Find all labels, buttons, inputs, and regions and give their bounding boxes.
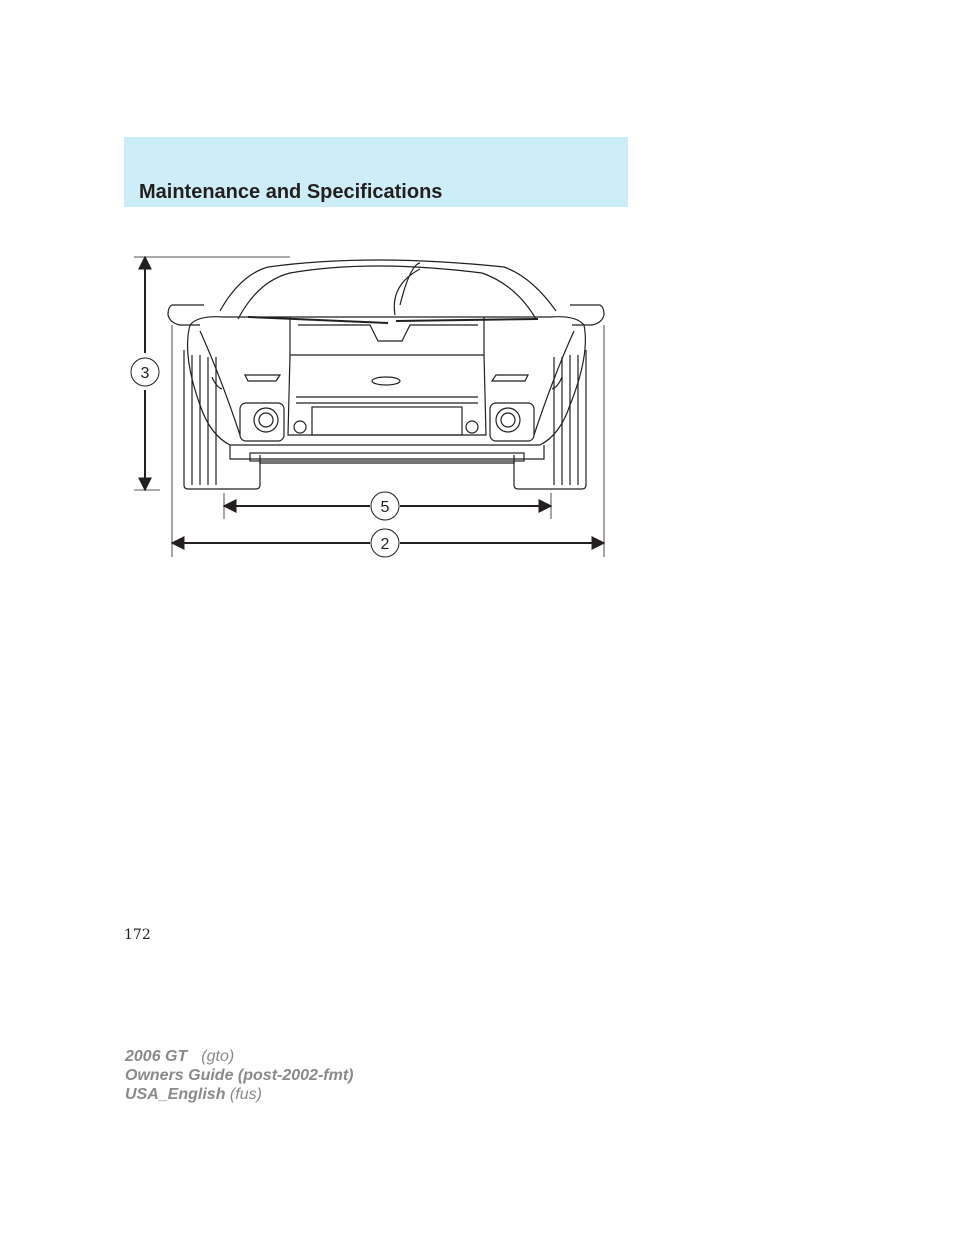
callout-label-5: 5 [380, 499, 390, 516]
car-outline [168, 260, 604, 489]
footer-locale-line [125, 1085, 353, 1104]
footer-model-line [125, 1047, 353, 1066]
footer-locale-code: (fus) [229, 1086, 262, 1103]
section-header-band [124, 137, 628, 207]
badge [372, 377, 400, 385]
vehicle-dimensions-figure [120, 245, 620, 565]
callout-label-3: 3 [140, 365, 150, 382]
right-tire [514, 350, 586, 489]
section-title: Maintenance and Specifications [139, 181, 443, 203]
left-tire [184, 350, 260, 489]
track-dimension [224, 492, 551, 520]
footer-model-code: (gto) [201, 1048, 235, 1065]
height-dimension [131, 257, 290, 490]
footer-locale: USA_English [125, 1086, 226, 1103]
callout-label-2: 2 [380, 536, 390, 553]
page-number: 172 [124, 927, 151, 943]
footer-guide: Owners Guide (post-2002-fmt) [125, 1067, 354, 1084]
width-dimension [172, 325, 604, 557]
document-footer [125, 1047, 353, 1104]
footer-model: 2006 GT [125, 1048, 188, 1065]
footer-guide-line [125, 1066, 353, 1085]
car-front-diagram [120, 245, 620, 565]
